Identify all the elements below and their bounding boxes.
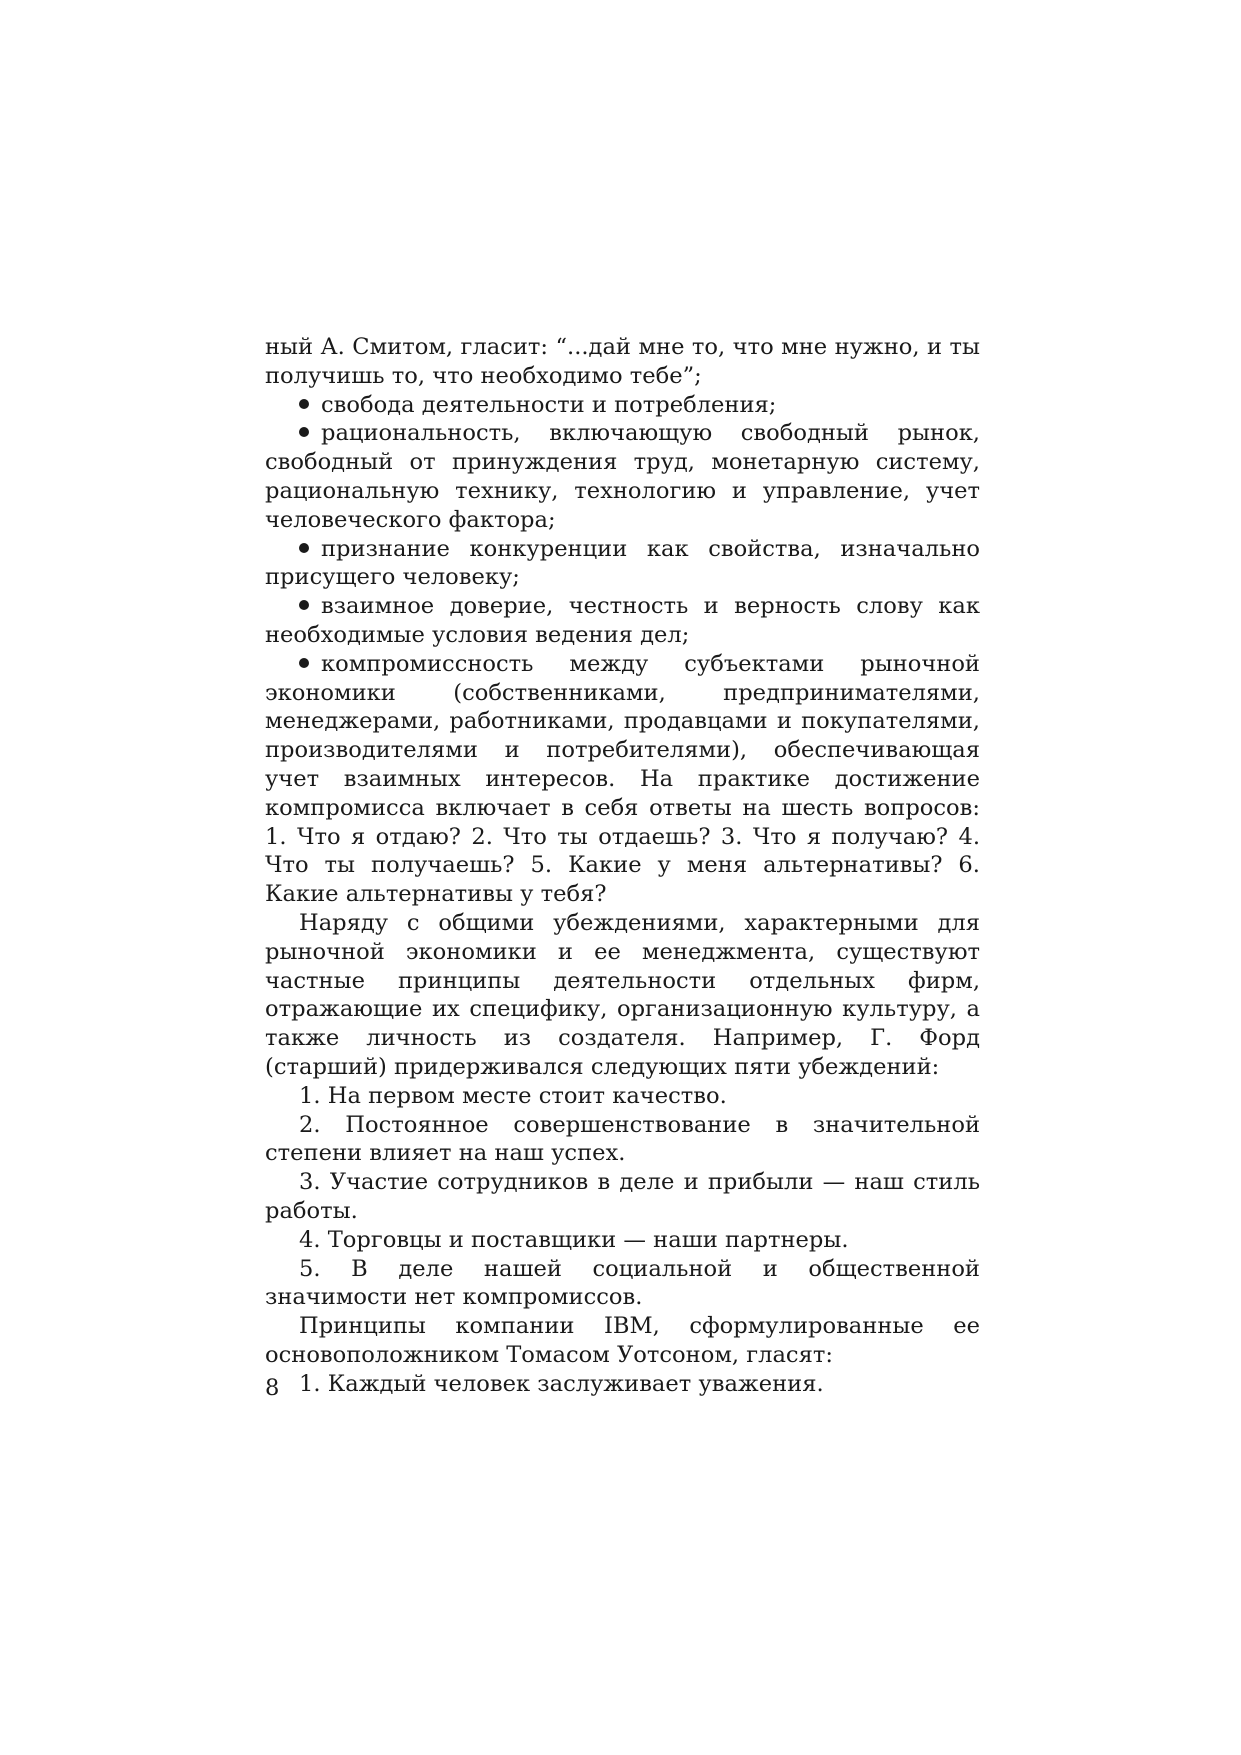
bullet-text: рациональность, включающую свободный рынок, свободный от принуждения труд, монетарную систему, рациональную технику, технологию и управление, учет человеческого фактора; — [265, 420, 980, 533]
bullet-icon — [299, 658, 309, 668]
bullet-icon — [299, 427, 309, 437]
body-text — [265, 333, 980, 1398]
ibm-principle-1: 1. Каждый человек заслуживает уважения. — [299, 1370, 824, 1397]
bullet-text: взаимное доверие, честность и верность слову как необходимые условия ведения дел; — [265, 593, 980, 648]
paragraph-ford-intro: Наряду с общими убеждениями, характерными для рыночной экономики и ее менеджмента, существуют частные принципы деятельности отдельных фирм, отражающие их специфику, организационную культуру, а также личность из создателя. Например, Г. Форд (старший) придерживался следующих пяти убеждений: — [265, 909, 980, 1080]
bullet-icon — [299, 543, 309, 553]
ford-principle-4: 4. Торговцы и поставщики — наши партнеры. — [299, 1226, 849, 1253]
ford-principle-2: 2. Постоянное совершенствование в значительной степени влияет на наш успех. — [265, 1111, 980, 1167]
bullet-item — [265, 592, 980, 650]
page-number: 8 — [265, 1375, 280, 1401]
ford-principle-5: 5. В деле нашей социальной и общественной значимости нет компромиссов. — [265, 1255, 980, 1311]
bullet-icon — [299, 399, 309, 409]
bullet-item — [265, 650, 980, 909]
bullet-text: признание конкуренции как свойства, изначально присущего человеку; — [265, 535, 980, 591]
bullet-text: компромиссность между субъектами рыночной экономики (собственниками, предпринимателями, менеджерами, работниками, продавцами и покупателями, производителями и потребителями), обеспечивающая учет взаимных интересов. На практике достижение компромисса включает в себя ответы на шесть вопросов: 1. Что я отдаю? 2. Что ты отдаешь? 3. Что я получаю? 4. Что ты получаешь? 5. Какие у меня альтернативы? 6. Какие альтернативы у тебя? — [265, 650, 980, 908]
paragraph-ibm-intro: Принципы компании IBM, сформулированные ее основоположником Томасом Уотсоном, гласят: — [265, 1313, 980, 1368]
paragraph-continuation: ный А. Смитом, гласит: “...дай мне то, что мне нужно, и ты получишь то, что необходимо тебе”; — [265, 334, 980, 389]
bullet-text: свобода деятельности и потребления; — [321, 391, 777, 418]
bullet-item — [265, 535, 980, 593]
bullet-item — [265, 391, 980, 420]
bullet-item — [265, 419, 980, 534]
ford-principle-1: 1. На первом месте стоит качество. — [299, 1082, 727, 1109]
bullet-icon — [299, 600, 309, 610]
ford-principle-3: 3. Участие сотрудников в деле и прибыли — наш стиль работы. — [265, 1169, 980, 1224]
